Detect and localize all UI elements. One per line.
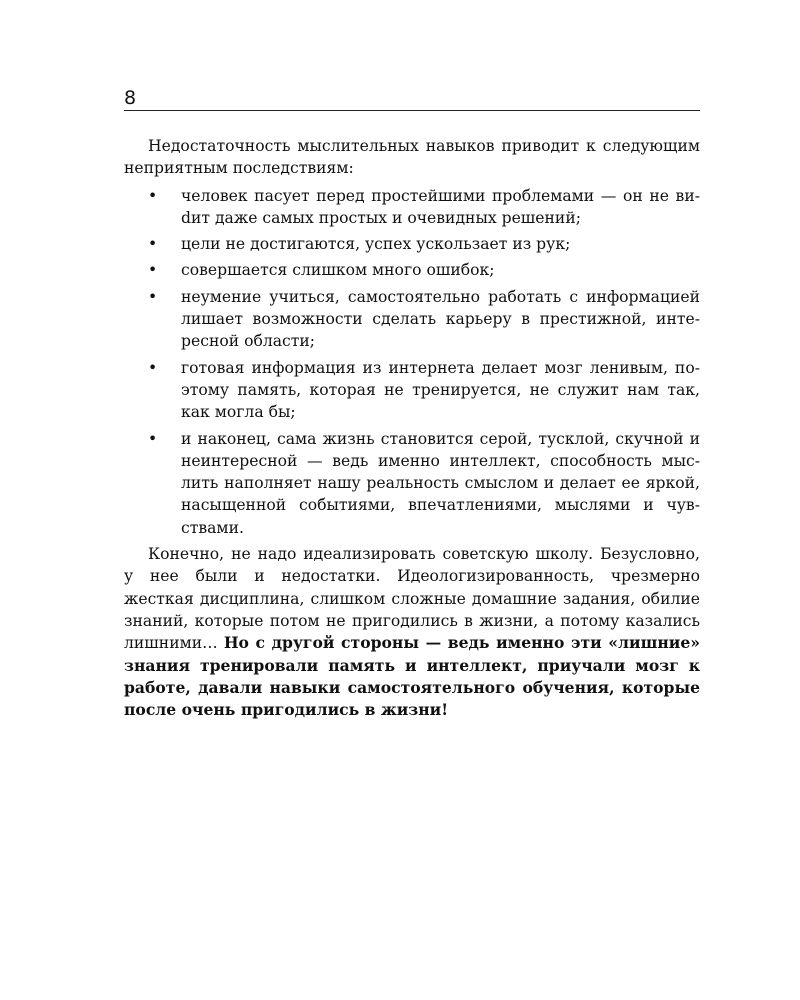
bullet-icon: • [148, 261, 158, 280]
list-item [124, 357, 700, 424]
bullet-icon: • [148, 358, 158, 377]
list-item-text: цели не достигаются, успех ускользает из рук; [181, 235, 571, 254]
list-item [124, 428, 700, 539]
closing-paragraph [124, 543, 700, 721]
bullet-icon: • [148, 287, 158, 306]
closing-text: Конечно, не надо идеализировать советскую школу. Безусловно, у нее были и недостатки. Идеологизированность, чрезмерно жесткая дисциплина, слишком сложные домашние задания, обилие знаний, которые потом не пригодились в жизни, а потому казались лишними… [124, 545, 700, 653]
list-item-text: неумение учиться, самостоятельно работать с информацией лишает возможности сделать карьеру в престижной, интересной области; [181, 287, 700, 351]
bullet-icon: • [148, 186, 158, 205]
list-item [124, 233, 700, 255]
bullet-icon: • [148, 429, 158, 448]
list-item-text: готовая информация из интернета делает мозг ленивым, поэтому память, которая не тренируется, не служит нам так, как могла бы; [181, 358, 700, 422]
list-item-text: человек пасует перед простейшими проблемами — он не виdит даже самых простых и очевидных решений; [181, 186, 700, 227]
list-item-text: совершается слишком много ошибок; [181, 261, 495, 280]
list-item [124, 185, 700, 230]
list-item-text: и наконец, сама жизнь становится серой, тусклой, скучной и неинтересной — ведь именно интеллект, способность мыслить наполняет нашу реальность смыслом и делает ее яркой, насыщенной событиями, впечатлениями, мыслями и чувствами. [181, 429, 700, 537]
page-number: 8 [124, 87, 137, 109]
page-body [124, 135, 700, 721]
list-item [124, 259, 700, 281]
list-item [124, 286, 700, 353]
bullet-icon: • [148, 235, 158, 254]
closing-emphasis: Но с другой стороны — ведь именно эти «лишние» знания тренировали память и интеллект, приучали мозг к работе, давали навыки самостоятельного обучения, которые после очень пригодились в жизни! [124, 633, 700, 720]
consequences-list [124, 185, 700, 539]
intro-paragraph: Недостаточность мыслительных навыков приводит к следующим неприятным последствиям: [124, 137, 700, 178]
header-rule [124, 110, 700, 111]
